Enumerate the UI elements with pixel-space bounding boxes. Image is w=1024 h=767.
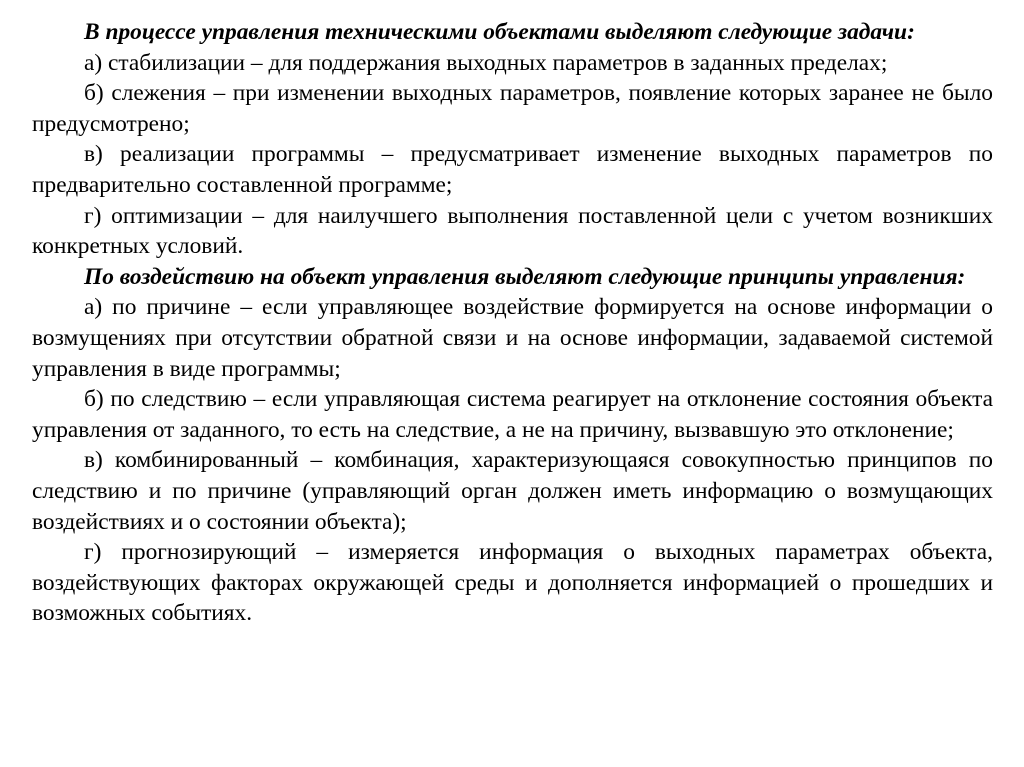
tasks-heading: В процессе управления техническими объектами выделяют следующие задачи: bbox=[84, 19, 915, 45]
principles-heading: По воздействию на объект управления выделяют следующие принципы управления: bbox=[84, 263, 966, 290]
document-page bbox=[32, 17, 993, 629]
principle-item-effect: б) по следствию – если управляющая система реагирует на отклонение состояния объекта управления от заданного, то есть на следствие, а не на причину, вызвавшую это отклонение; bbox=[32, 386, 993, 443]
principle-item-cause: а) по причине – если управляющее воздействие формируется на основе информации о возмущениях при отсутствии обратной связи и на основе информации, задаваемой системой управления в виде программы; bbox=[32, 294, 993, 382]
task-item-optimization: г) оптимизации – для наилучшего выполнения поставленной цели с учетом возникших конкретных условий. bbox=[32, 202, 993, 260]
principle-item-combined: в) комбинированный – комбинация, характеризующаяся совокупностью принципов по следствию и по причине (управляющий орган должен иметь информацию о возмущающих воздействиях и о состоянии объекта); bbox=[32, 447, 993, 535]
task-item-program: в) реализации программы – предусматривает изменение выходных параметров по предварительно составленной программе; bbox=[32, 141, 993, 198]
principle-item-predictive: г) прогнозирующий – измеряется информация о выходных параметрах объекта, воздействующих факторах окружающей среды и дополняется информацией о прошедших и возможных событиях. bbox=[32, 539, 993, 627]
task-item-stabilization: а) стабилизации – для поддержания выходных параметров в заданных пределах; bbox=[84, 49, 888, 76]
task-item-tracking: б) слежения – при изменении выходных параметров, появление которых заранее не было предусмотрено; bbox=[32, 80, 993, 137]
